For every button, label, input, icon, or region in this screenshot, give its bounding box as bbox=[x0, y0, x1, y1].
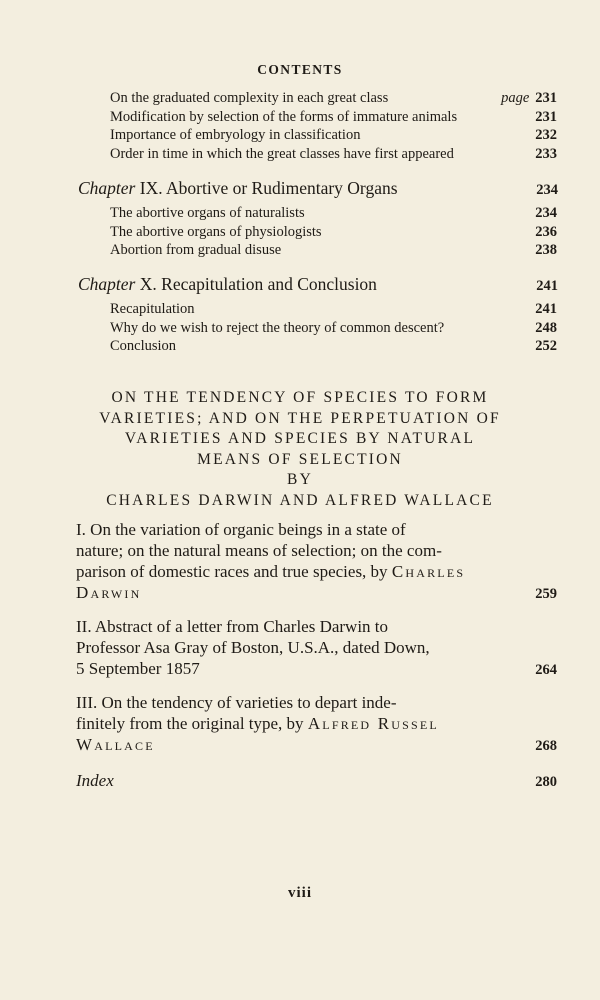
entry-title: The abortive organs of physiologists bbox=[110, 223, 322, 240]
chapter-title: Recapitulation and Conclusion bbox=[161, 274, 377, 294]
essay-part-3 bbox=[76, 692, 557, 757]
toc-entry bbox=[110, 204, 557, 223]
essay-title-line: VARIETIES AND SPECIES BY NATURAL bbox=[124, 430, 476, 447]
entry-line: I. On the variation of organic beings in a state of bbox=[76, 520, 406, 539]
essay-title-line: MEANS OF SELECTION bbox=[197, 450, 403, 468]
entry-title: Abortion from gradual disuse bbox=[110, 242, 282, 258]
essay-title-line: CHARLES DARWIN AND ALFRED WALLACE bbox=[106, 491, 494, 509]
entry-page: 241 bbox=[535, 301, 557, 317]
entry-line: II. Abstract of a letter from Charles Darwin to bbox=[76, 617, 389, 636]
entry-title: Conclusion bbox=[110, 338, 177, 354]
running-head: CONTENTS bbox=[257, 62, 343, 77]
toc-entry bbox=[110, 300, 557, 319]
chapter-9-entries bbox=[110, 204, 557, 260]
chapter-10-heading bbox=[78, 274, 558, 295]
entry-page: 233 bbox=[535, 145, 557, 162]
entry-page: 238 bbox=[535, 242, 557, 258]
entry-page: 234 bbox=[535, 205, 557, 221]
essay-title-line: ON THE TENDENCY OF SPECIES TO FORM bbox=[111, 389, 489, 406]
essay-title bbox=[60, 388, 540, 511]
index-label: Index bbox=[76, 771, 114, 790]
entry-page: 236 bbox=[535, 223, 557, 240]
toc-entry bbox=[110, 223, 557, 242]
entry-page: 248 bbox=[535, 319, 557, 336]
author-last: Wallace bbox=[76, 735, 155, 754]
entry-line: nature; on the natural means of selection; on the com- bbox=[76, 541, 442, 560]
chapter-number: X. bbox=[139, 274, 157, 294]
page-number: viii bbox=[287, 885, 312, 901]
essay-part-2 bbox=[76, 616, 557, 681]
essay-title-line: VARIETIES; AND ON THE PERPETUATION OF bbox=[99, 409, 501, 427]
toc-entry bbox=[110, 319, 557, 338]
chapter-label: Chapter bbox=[78, 274, 136, 294]
entry-title: The abortive organs of naturalists bbox=[110, 205, 305, 221]
chapter-9-heading bbox=[78, 178, 558, 199]
entry-line: III. On the tendency of varieties to depart inde- bbox=[76, 693, 397, 712]
toc-entry bbox=[110, 108, 557, 127]
entry-page: 231 bbox=[535, 108, 557, 125]
entry-title: Recapitulation bbox=[110, 301, 195, 317]
toc-entry bbox=[110, 89, 557, 108]
entry-line: 5 September 1857 bbox=[76, 659, 200, 678]
author-first: Alfred Russel bbox=[307, 714, 439, 733]
entry-page: 252 bbox=[535, 338, 557, 354]
entry-title: On the graduated complexity in each great class bbox=[110, 90, 389, 106]
entry-page: page 231 bbox=[501, 90, 557, 106]
entry-line: parison of domestic races and true species, by Charles bbox=[76, 562, 466, 581]
entry-page: 259 bbox=[535, 586, 557, 602]
toc-entry bbox=[110, 337, 557, 356]
author-first: Charles bbox=[391, 562, 466, 581]
entry-title: Why do we wish to reject the theory of common descent? bbox=[110, 319, 445, 336]
chapter-page: 241 bbox=[536, 278, 558, 294]
toc-entry bbox=[110, 126, 557, 145]
entry-line: finitely from the original type, by Alfred Russel bbox=[76, 714, 439, 733]
entry-title: Modification by selection of the forms of immature animals bbox=[110, 108, 458, 125]
entry-page: 280 bbox=[535, 774, 557, 790]
chapter-title: Abortive or Rudimentary Organs bbox=[166, 178, 398, 198]
chapter-number: IX. bbox=[139, 178, 163, 198]
entry-page: 268 bbox=[535, 738, 557, 754]
toc-entry bbox=[110, 145, 557, 164]
chapter-label: Chapter bbox=[78, 178, 136, 198]
entry-title: Order in time in which the great classes have first appeared bbox=[110, 145, 454, 162]
chapter-page: 234 bbox=[536, 182, 558, 198]
chapter-10-entries bbox=[110, 300, 557, 356]
entry-title: Importance of embryology in classification bbox=[110, 127, 361, 143]
upper-entries bbox=[110, 89, 557, 163]
entry-line: Professor Asa Gray of Boston, U.S.A., dated Down, bbox=[76, 638, 430, 657]
toc-entry bbox=[110, 241, 557, 260]
author-last: Darwin bbox=[76, 583, 142, 602]
index-entry bbox=[76, 771, 557, 791]
essay-title-line: BY bbox=[287, 471, 313, 488]
entry-page: 232 bbox=[535, 127, 557, 143]
essay-part-1 bbox=[76, 519, 557, 605]
page-prefix: page bbox=[501, 90, 530, 106]
entry-page: 264 bbox=[535, 662, 557, 678]
